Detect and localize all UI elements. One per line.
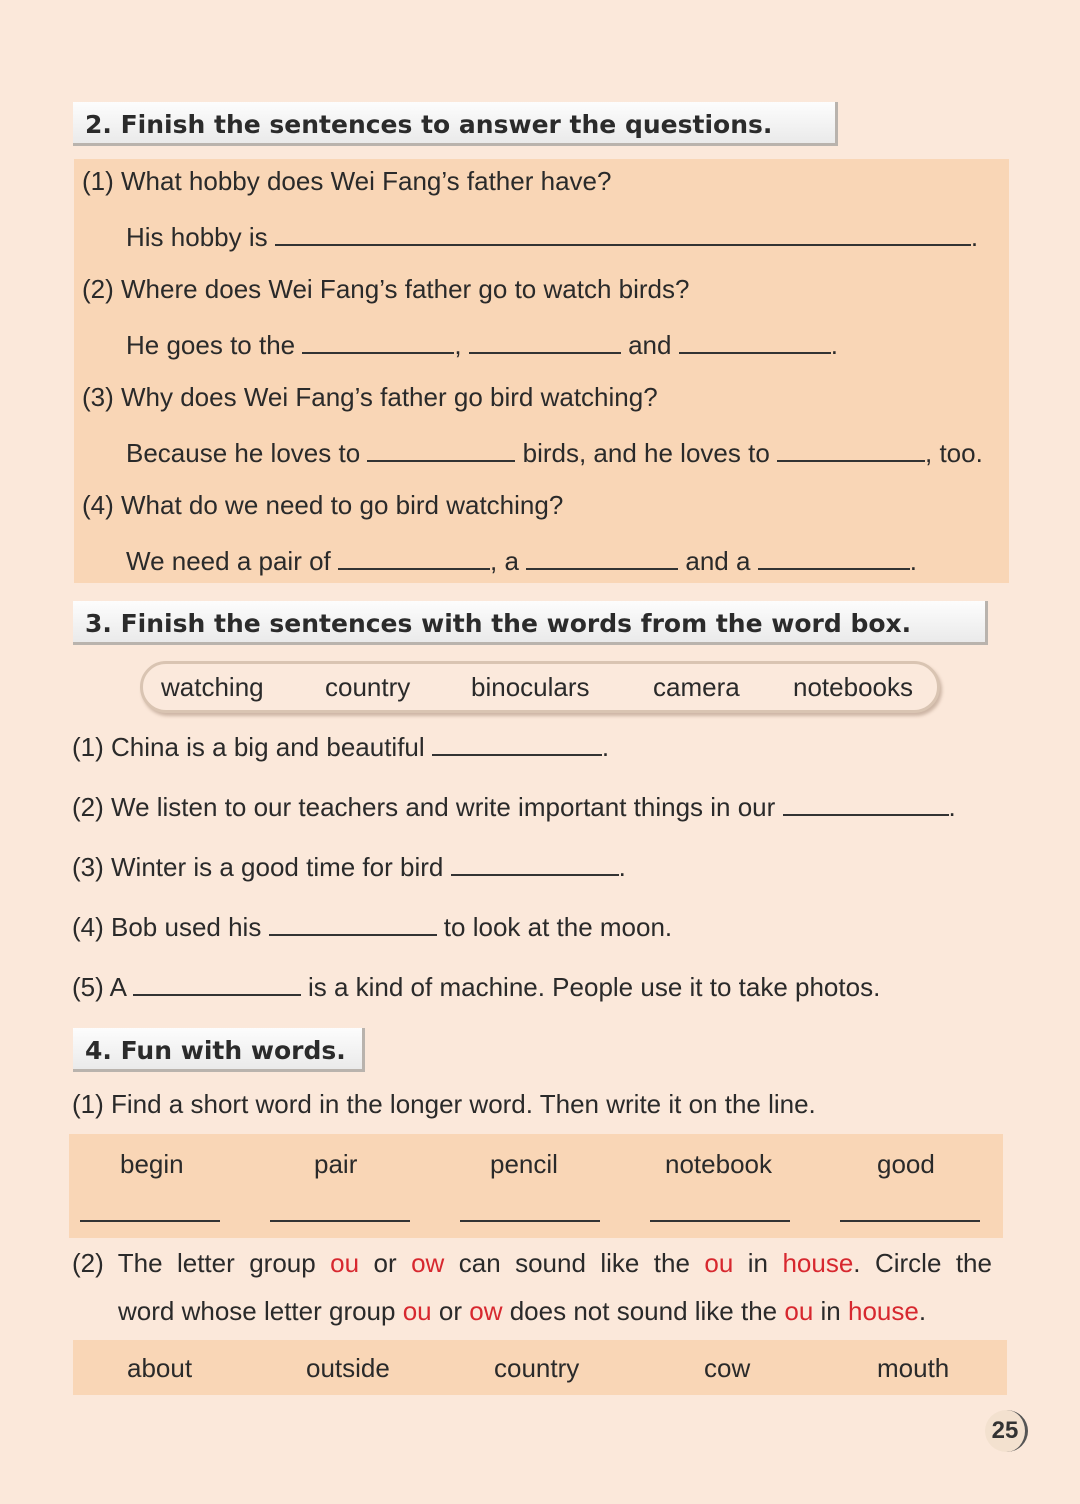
p2-ou-2: ou (704, 1248, 734, 1278)
word-box-word: watching (161, 672, 264, 702)
word-box-word: notebooks (793, 672, 913, 702)
answer-2-and: and (628, 330, 672, 360)
part-1-word: good (877, 1149, 935, 1179)
part-2-instruction-line-1 (72, 1248, 992, 1279)
p2-ou: ou (330, 1248, 360, 1278)
question-2: (2) Where does Wei Fang’s father go to watch birds? (82, 274, 690, 304)
part-2-word[interactable]: outside (306, 1353, 390, 1383)
p2-text-a: (2) The letter group (72, 1248, 316, 1278)
part-1-instruction: (1) Find a short word in the longer word. Then write it on the line. (72, 1089, 816, 1119)
answer-2-blank-2[interactable] (469, 328, 621, 354)
p2-text-e: does not sound like the (509, 1296, 778, 1326)
answer-3-blank-2[interactable] (777, 436, 925, 462)
question-1: (1) What hobby does Wei Fang’s father have? (82, 166, 612, 196)
answer-1-blank[interactable] (275, 220, 971, 246)
page-number: 25 (985, 1410, 1028, 1452)
sentence-5-text: (5) A (72, 972, 126, 1002)
part-1-word: pair (314, 1149, 358, 1179)
p2-house-2: house (848, 1296, 919, 1326)
sentence-3-blank[interactable] (451, 850, 619, 876)
part-1-blank[interactable] (840, 1220, 980, 1222)
sentence-2-text: (2) We listen to our teachers and write important things in our (72, 792, 776, 822)
answer-4-and-a: and a (685, 546, 751, 576)
sentence-2-blank[interactable] (783, 790, 949, 816)
sentence-4-post: to look at the moon. (443, 912, 673, 942)
answer-4-blank-1[interactable] (338, 544, 490, 570)
sentence-1 (72, 730, 609, 763)
part-2-word[interactable]: about (127, 1353, 193, 1383)
answer-4-prefix: We need a pair of (126, 546, 331, 576)
answer-2 (126, 328, 838, 361)
question-4: (4) What do we need to go bird watching? (82, 490, 564, 520)
sentence-2-period: . (948, 792, 956, 822)
p2-ou-4: ou (784, 1296, 814, 1326)
sentence-4 (72, 910, 672, 943)
p2-ou-3: ou (402, 1296, 432, 1326)
answer-1-period: . (970, 222, 979, 252)
answer-3-middle: birds, and he loves to (522, 438, 770, 468)
answer-2-comma: , (454, 330, 462, 360)
word-box-word: country (325, 672, 411, 702)
part-1-blank[interactable] (460, 1220, 600, 1222)
part-2-word[interactable]: cow (704, 1353, 751, 1383)
p2-ow: ow (411, 1248, 445, 1278)
sentence-2 (72, 790, 956, 823)
p2-text-c: . Circle the (853, 1248, 992, 1278)
section-4-heading: 4. Fun with words. (73, 1028, 365, 1072)
answer-4 (126, 544, 917, 577)
p2-or: or (373, 1248, 397, 1278)
p2-text-d: word whose letter group (118, 1296, 396, 1326)
part-1-word: begin (120, 1149, 184, 1179)
p2-in-2: in (820, 1296, 841, 1326)
sentence-4-text: (4) Bob used his (72, 912, 262, 942)
sentence-5-post: is a kind of machine. People use it to take photos. (307, 972, 881, 1002)
part-2-instruction-line-2 (118, 1296, 926, 1327)
part-1-blank[interactable] (80, 1220, 220, 1222)
part-2-word[interactable]: mouth (877, 1353, 950, 1383)
p2-or-2: or (438, 1296, 462, 1326)
p2-period: . (918, 1296, 927, 1326)
answer-3-prefix: Because he loves to (126, 438, 361, 468)
sentence-1-text: (1) China is a big and beautiful (72, 732, 425, 762)
sentence-5-blank[interactable] (133, 970, 301, 996)
section-2-heading: 2. Finish the sentences to answer the questions. (73, 102, 838, 146)
answer-1 (126, 220, 978, 253)
answer-2-prefix: He goes to the (126, 330, 296, 360)
answer-2-blank-3[interactable] (679, 328, 831, 354)
sentence-3-period: . (618, 852, 626, 882)
answer-4-period: . (909, 546, 917, 576)
answer-2-blank-1[interactable] (302, 328, 454, 354)
sentence-1-period: . (601, 732, 610, 762)
answer-1-prefix: His hobby is (126, 222, 268, 252)
question-3: (3) Why does Wei Fang’s father go bird watching? (82, 382, 658, 412)
answer-3 (126, 436, 983, 469)
sentence-1-blank[interactable] (432, 730, 602, 756)
answer-2-period: . (830, 330, 838, 360)
answer-3-end: , too. (925, 438, 983, 468)
answer-4-a: , a (490, 546, 519, 576)
sentence-4-blank[interactable] (269, 910, 437, 936)
answer-4-blank-2[interactable] (526, 544, 678, 570)
part-1-blank[interactable] (270, 1220, 410, 1222)
answer-4-blank-3[interactable] (758, 544, 910, 570)
word-box-word: binoculars (471, 672, 590, 702)
part-1-blank[interactable] (650, 1220, 790, 1222)
sentence-3-text: (3) Winter is a good time for bird (72, 852, 444, 882)
p2-ow-2: ow (469, 1296, 503, 1326)
section-3-heading: 3. Finish the sentences with the words from the word box. (73, 601, 988, 645)
part-1-word: notebook (665, 1149, 772, 1179)
p2-text-b: can sound like the (458, 1248, 690, 1278)
word-box-word: camera (653, 672, 740, 702)
sentence-3 (72, 850, 626, 883)
part-1-word: pencil (490, 1149, 558, 1179)
p2-house: house (782, 1248, 854, 1278)
answer-3-blank-1[interactable] (367, 436, 515, 462)
sentence-5 (72, 970, 880, 1003)
p2-in: in (747, 1248, 769, 1278)
part-2-word[interactable]: country (494, 1353, 580, 1383)
